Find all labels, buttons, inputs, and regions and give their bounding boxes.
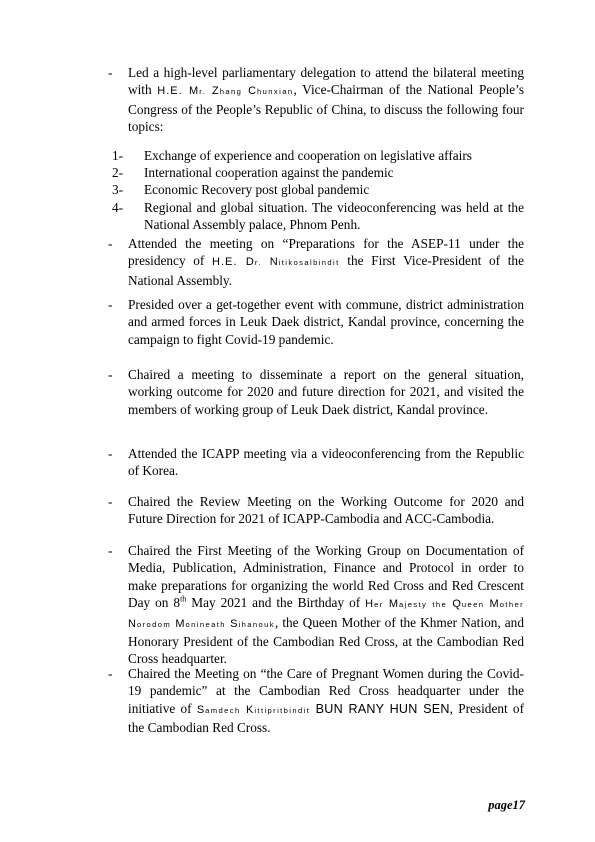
name-run: H.E. M bbox=[157, 85, 200, 98]
topic-item bbox=[112, 164, 524, 181]
name-run: H bbox=[365, 598, 375, 611]
name-run: hang bbox=[219, 87, 249, 97]
name-run: Q bbox=[452, 598, 462, 611]
topic-item bbox=[112, 199, 524, 234]
name-run: amdech bbox=[205, 705, 246, 715]
bullet-dash: - bbox=[108, 367, 113, 382]
bullet-dash: - bbox=[108, 236, 113, 251]
text-run: , President of the Cambodian Red Cross. bbox=[128, 700, 524, 736]
bullet-item-4 bbox=[108, 366, 524, 418]
topic-item bbox=[112, 181, 524, 198]
topic-number: 3- bbox=[112, 182, 124, 198]
name-run: S bbox=[196, 703, 206, 716]
bullet-item-5 bbox=[108, 445, 524, 480]
bullet-dash: - bbox=[108, 543, 113, 558]
bullet-text: Presided over a get-together event with commune, district administration and armed forces in Leuk Daek district, Kandal province, concerning the campaign to fight Covid-19 pandemic. bbox=[128, 297, 524, 347]
bullet-dash: - bbox=[108, 65, 113, 80]
bullet-item-1 bbox=[108, 64, 524, 234]
name-run: r. bbox=[199, 87, 213, 97]
name-run: S bbox=[230, 617, 239, 630]
bullet-text bbox=[128, 64, 524, 136]
name-run: BUN RANY HUN SEN bbox=[315, 701, 450, 716]
bullet-item-3 bbox=[108, 296, 524, 348]
text-run: May 2021 and the Birthday of bbox=[186, 595, 366, 611]
bullet-dash: - bbox=[108, 446, 113, 461]
topics-list bbox=[112, 147, 524, 234]
name-run: Z bbox=[212, 85, 220, 98]
name-run: M bbox=[175, 617, 186, 630]
bullet-item-7 bbox=[108, 542, 525, 668]
name-run: M bbox=[489, 598, 500, 611]
bullet-text: Attended the ICAPP meeting via a videoconferencing from the Republic of Korea. bbox=[128, 446, 524, 479]
bullet-text: Chaired a meeting to disseminate a report on the general situation, working outcome for 2020 and future direction for 2021, and visited the members of working group of Leuk Daek district, Kandal province. bbox=[128, 367, 524, 417]
topic-number: 4- bbox=[112, 199, 124, 215]
bullet-text bbox=[128, 542, 524, 668]
topic-text: International cooperation against the pandemic bbox=[144, 165, 394, 181]
page-number: page17 bbox=[488, 798, 525, 812]
bullet-item-8 bbox=[108, 665, 524, 737]
topic-text: Regional and global situation. The videoconferencing was held at the National Assembly palace, Phnom Penh. bbox=[144, 199, 524, 233]
name-run: other bbox=[499, 600, 525, 610]
name-run: N bbox=[128, 617, 137, 630]
name-run: ueen bbox=[461, 600, 490, 610]
topic-number: 1- bbox=[112, 147, 124, 163]
name-run: ittipritbindit bbox=[254, 705, 316, 715]
bullet-text bbox=[128, 665, 524, 737]
name-run: M bbox=[388, 598, 399, 611]
text-run: Chaired the First Meeting of the Working Group on Documentation of Media, Publication, Administration, Finance and Protocol in order to make preparations for organizing the world Red Cross and Red Crescent Day on 8 bbox=[128, 543, 524, 611]
text-run: , the Queen Mother of the Khmer Nation, and Honorary President of the Cambodian Red Cross, at the Cambodian Red Cross headquarter. bbox=[128, 614, 524, 667]
name-run: ihanouk bbox=[238, 619, 275, 629]
text-run: Chaired the Meeting on “the Care of Pregnant Women during the Covid-19 pandemic” at the Cambodian Red Cross headquarter under the initiative of bbox=[128, 666, 524, 716]
name-run: ajesty the bbox=[398, 600, 453, 610]
bullet-dash: - bbox=[108, 297, 113, 312]
topic-number: 2- bbox=[112, 165, 124, 181]
bullet-item-6 bbox=[108, 493, 524, 528]
bullet-dash: - bbox=[108, 666, 113, 681]
topic-text: Exchange of experience and cooperation on legislative affairs bbox=[144, 147, 472, 163]
name-run: itikosalbindit bbox=[278, 258, 340, 268]
name-run: hunxian bbox=[257, 87, 294, 97]
name-run: r. bbox=[254, 258, 270, 268]
name-run: onineath bbox=[185, 619, 231, 629]
bullet-text: Chaired the Review Meeting on the Working Outcome for 2020 and Future Direction for 2021 of ICAPP-Cambodia and ACC-Cambodia. bbox=[128, 494, 524, 527]
bullet-dash: - bbox=[108, 494, 113, 509]
bullet-item-2 bbox=[108, 235, 524, 289]
text-run: Attended the meeting on “Preparations for the ASEP-11 under the presidency of bbox=[128, 236, 524, 269]
name-run: orodom bbox=[136, 619, 176, 629]
name-run: N bbox=[269, 256, 279, 269]
text-run: , Vice-Chairman of the National People’s Congress of the People’s Republic of China, to discuss the following four topics: bbox=[128, 82, 524, 135]
topic-item bbox=[112, 147, 524, 164]
topic-text: Economic Recovery post global pandemic bbox=[144, 182, 370, 198]
text-run: Led a high-level parliamentary delegation to attend the bilateral meeting with bbox=[128, 65, 524, 98]
text-run: the First Vice-President of the National Assembly. bbox=[128, 253, 524, 288]
bullet-text bbox=[128, 235, 524, 289]
name-run: C bbox=[248, 85, 258, 98]
superscript: th bbox=[180, 594, 187, 604]
name-run: er bbox=[374, 600, 389, 610]
name-run: H.E. D bbox=[212, 256, 255, 269]
name-run: K bbox=[246, 703, 255, 716]
